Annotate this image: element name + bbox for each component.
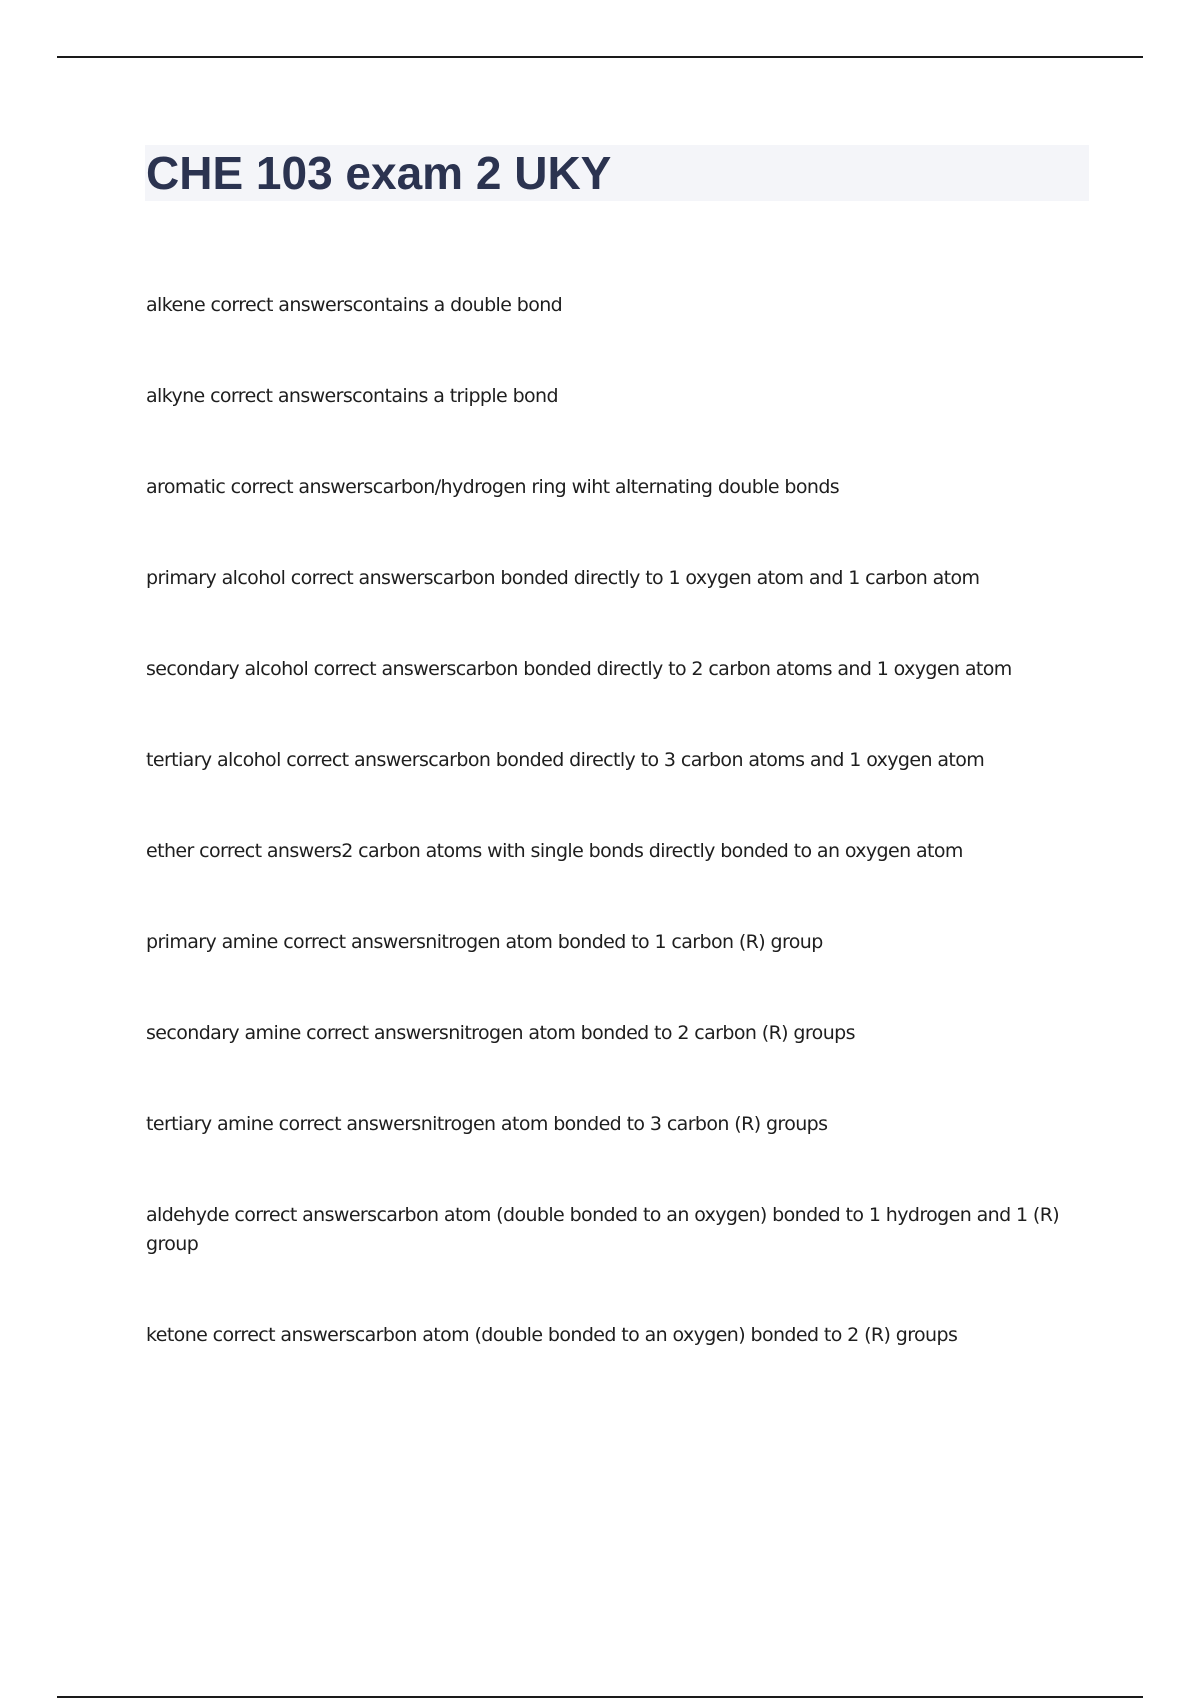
bottom-rule (57, 1696, 1143, 1698)
definition-list (146, 291, 1076, 1412)
definition-entry-primary-amine: primary amine correct answersnitrogen atom bonded to 1 carbon (R) group (146, 931, 823, 953)
definition-entry-primary-alcohol: primary alcohol correct answerscarbon bonded directly to 1 oxygen atom and 1 carbon atom (146, 567, 980, 589)
definition-entry-secondary-amine: secondary amine correct answersnitrogen atom bonded to 2 carbon (R) groups (146, 1022, 855, 1044)
top-rule (57, 56, 1143, 58)
document-title: CHE 103 exam 2 UKY (146, 147, 612, 199)
definition-entry-tertiary-alcohol: tertiary alcohol correct answerscarbon bonded directly to 3 carbon atoms and 1 oxygen atom (146, 749, 985, 771)
definition-entry-ketone: ketone correct answerscarbon atom (double bonded to an oxygen) bonded to 2 (R) groups (146, 1324, 958, 1346)
definition-entry-aromatic: aromatic correct answerscarbon/hydrogen ring wiht alternating double bonds (146, 476, 840, 498)
definition-entry-alkene: alkene correct answerscontains a double bond (146, 294, 563, 316)
definition-entry-alkyne: alkyne correct answerscontains a tripple bond (146, 385, 558, 407)
definition-entry-secondary-alcohol: secondary alcohol correct answerscarbon bonded directly to 2 carbon atoms and 1 oxygen atom (146, 658, 1012, 680)
definition-entry-aldehyde: aldehyde correct answerscarbon atom (double bonded to an oxygen) bonded to 1 hydrogen and 1 (R) group (146, 1204, 1060, 1255)
definition-entry-ether: ether correct answers2 carbon atoms with single bonds directly bonded to an oxygen atom (146, 840, 963, 862)
definition-entry-tertiary-amine: tertiary amine correct answersnitrogen atom bonded to 3 carbon (R) groups (146, 1113, 828, 1135)
